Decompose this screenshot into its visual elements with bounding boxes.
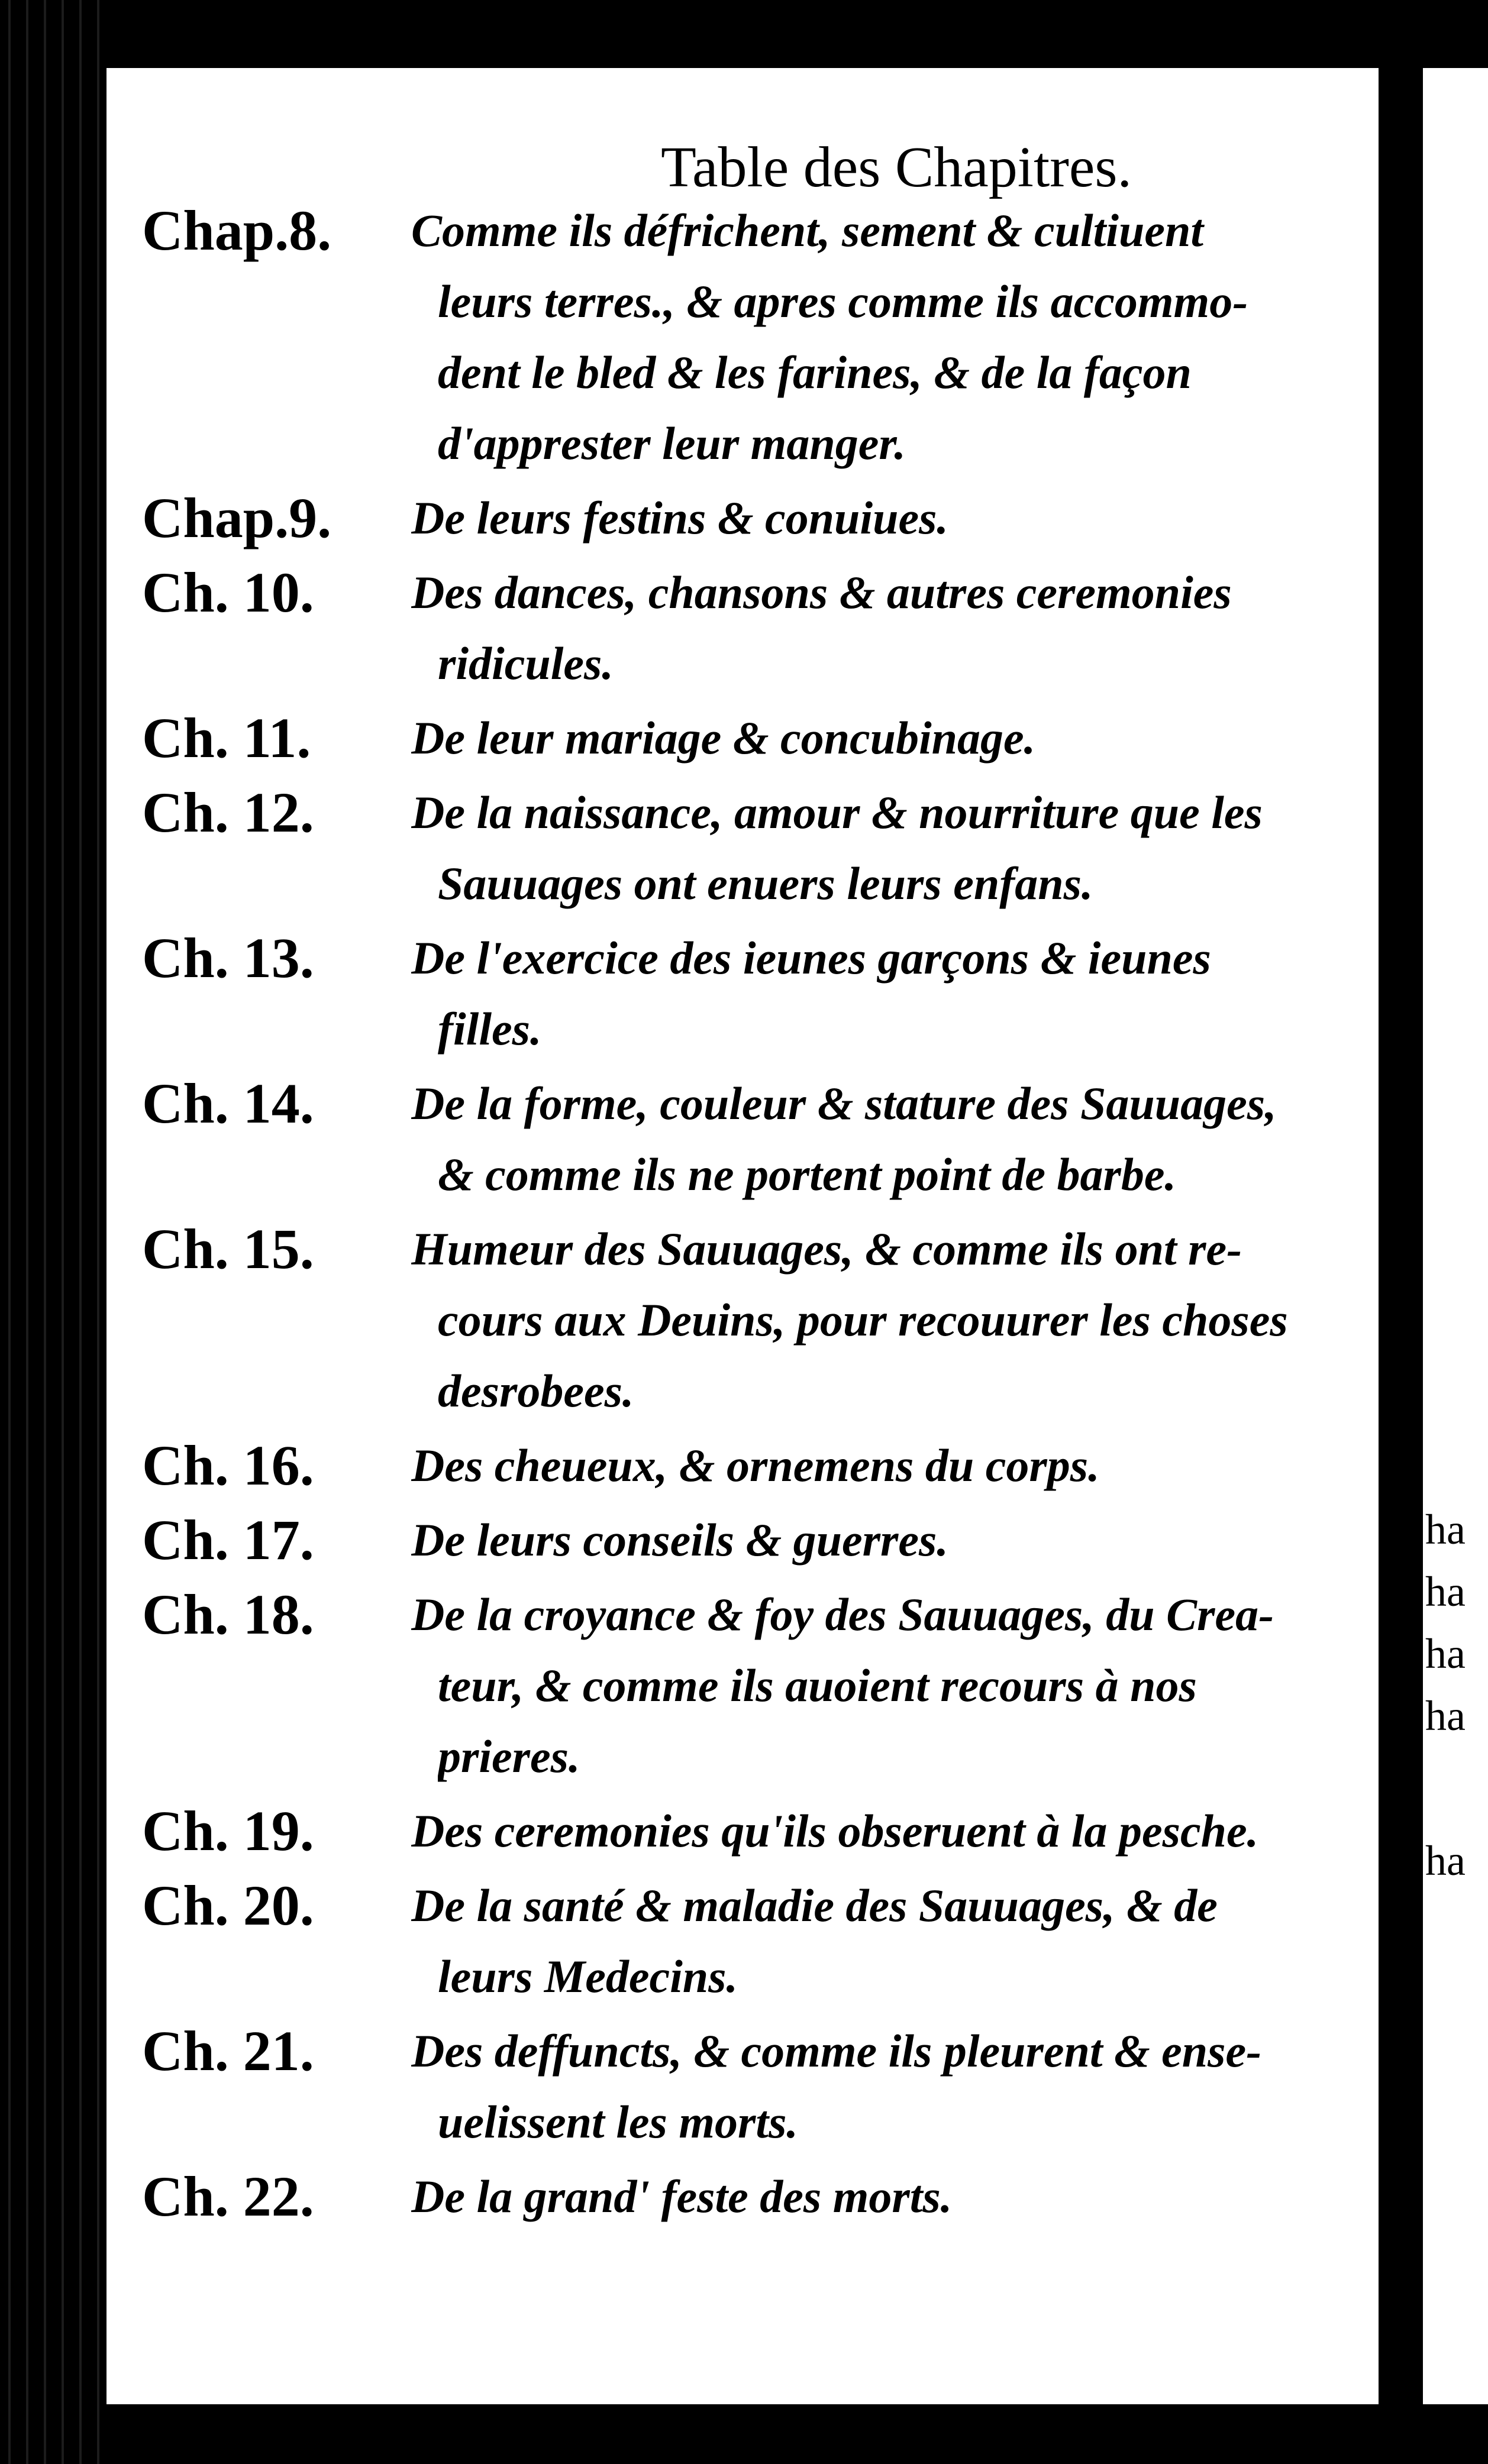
facing-page-fragment: ha	[1425, 1568, 1466, 1615]
chapter-title-line: dent le bled & les farines, & de la façon	[438, 347, 1192, 398]
chapter-entry	[106, 1579, 1379, 1792]
chapter-entry	[106, 1870, 1379, 2012]
chapter-title-line: Des deffuncts, & comme ils pleurent & ense-	[411, 2025, 1262, 2077]
chapter-title-line: filles.	[438, 1003, 542, 1055]
facing-page-fragment: ha	[1425, 1692, 1466, 1739]
book-page	[106, 68, 1379, 2404]
facing-page-fragment: ha	[1425, 1506, 1466, 1553]
chapter-number: Ch. 12.	[142, 781, 314, 844]
chapter-title-line: leurs Medecins.	[438, 1951, 738, 2002]
book-binding	[0, 0, 106, 2464]
chapter-entry	[106, 1505, 1379, 1576]
chapter-number: Ch. 21.	[142, 2019, 314, 2083]
chapter-number: Ch. 19.	[142, 1799, 314, 1862]
chapter-title-line: De leur mariage & concubinage.	[411, 712, 1036, 764]
chapter-number: Ch. 17.	[142, 1508, 314, 1571]
chapter-entry	[106, 195, 1379, 479]
facing-page-fragment: ha	[1425, 1837, 1466, 1884]
chapter-title-line: De leurs festins & conuiues.	[411, 492, 948, 544]
chapter-entry	[106, 1214, 1379, 1427]
chapter-number: Ch. 14.	[142, 1072, 314, 1135]
page-heading: Table des Chapitres.	[661, 135, 1132, 199]
chapter-title-line: Comme ils défrichent, sement & cultiuent	[411, 205, 1204, 256]
chapter-entry	[106, 923, 1379, 1065]
chapter-number: Ch. 13.	[142, 926, 314, 990]
chapter-title-line: De la santé & maladie des Sauuages, & de	[411, 1880, 1218, 1931]
chapter-title-line: De la croyance & foy des Sauuages, du Crea-	[411, 1589, 1274, 1640]
chapter-number: Ch. 20.	[142, 1874, 314, 1937]
chapter-title-line: Des dances, chansons & autres ceremonies	[411, 567, 1232, 618]
chapter-number: Ch. 22.	[142, 2165, 314, 2228]
facing-page-edge	[1423, 68, 1488, 2404]
chapter-title-line: Humeur des Sauuages, & comme ils ont re-	[411, 1223, 1242, 1275]
chapter-title-line: d'apprester leur manger.	[438, 418, 906, 469]
chapter-number: Chap.8.	[142, 199, 332, 262]
chapter-title-line: teur, & comme ils auoient recours à nos	[438, 1660, 1197, 1711]
chapter-number: Ch. 10.	[142, 561, 314, 624]
chapter-title-line: Des cheueux, & ornemens du corps.	[411, 1440, 1100, 1491]
chapter-number: Ch. 16.	[142, 1434, 314, 1497]
chapter-title-line: uelissent les morts.	[438, 2096, 798, 2148]
chapter-title-line: & comme ils ne portent point de barbe.	[438, 1149, 1176, 1200]
chapter-entry	[106, 2016, 1379, 2158]
chapter-title-line: cours aux Deuins, pour recouurer les choses	[438, 1294, 1288, 1346]
chapter-title-line: leurs terres., & apres comme ils accommo-	[438, 276, 1248, 327]
chapter-entry	[106, 2161, 1379, 2232]
chapter-number: Ch. 11.	[142, 706, 311, 769]
chapter-number: Ch. 18.	[142, 1583, 314, 1646]
facing-page-fragment: ha	[1425, 1630, 1466, 1677]
chapter-list	[106, 195, 1379, 2236]
chapter-title-line: De la grand' feste des morts.	[411, 2171, 953, 2222]
chapter-number: Chap.9.	[142, 486, 332, 549]
chapter-title-line: desrobees.	[438, 1365, 634, 1417]
chapter-number: Ch. 15.	[142, 1217, 314, 1280]
chapter-title-line: De leurs conseils & guerres.	[411, 1514, 948, 1566]
chapter-entry	[106, 777, 1379, 919]
chapter-title-line: ridicules.	[438, 638, 614, 689]
chapter-entry	[106, 483, 1379, 554]
chapter-entry	[106, 1068, 1379, 1210]
chapter-title-line: prieres.	[438, 1731, 580, 1782]
chapter-entry	[106, 557, 1379, 699]
chapter-entry	[106, 1796, 1379, 1867]
chapter-entry	[106, 1430, 1379, 1501]
chapter-entry	[106, 703, 1379, 774]
chapter-title-line: De l'exercice des ieunes garçons & ieunes	[411, 932, 1211, 984]
chapter-title-line: Des ceremonies qu'ils obseruent à la pesche.	[411, 1805, 1259, 1857]
chapter-title-line: De la naissance, amour & nourriture que les	[411, 787, 1263, 838]
chapter-title-line: De la forme, couleur & stature des Sauuages,	[411, 1078, 1277, 1129]
chapter-title-line: Sauuages ont enuers leurs enfans.	[438, 858, 1093, 909]
